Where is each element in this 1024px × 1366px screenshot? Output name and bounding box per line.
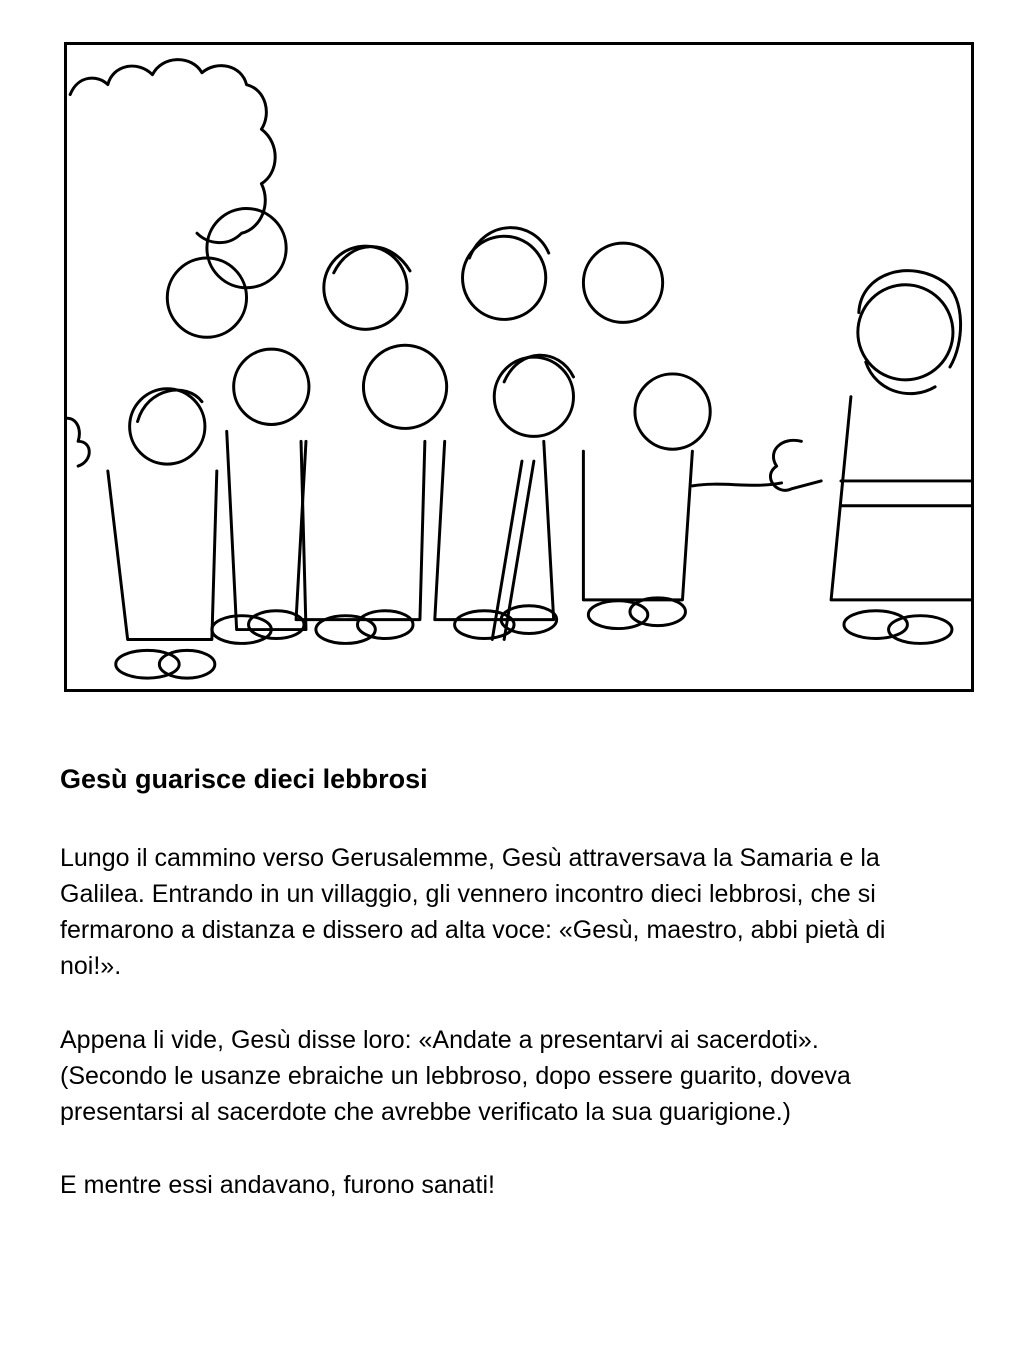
paragraph-line: (Secondo le usanze ebraiche un lebbroso, dopo essere guarito, doveva [60, 1062, 851, 1090]
paragraph-line: Appena li vide, Gesù disse loro: «Andate a presentarvi ai sacerdoti». [60, 1026, 819, 1054]
page-title: Gesù guarisce dieci lebbrosi [60, 764, 428, 794]
jesus-figure [770, 271, 971, 644]
paragraph-line: E mentre essi andavano, furono sanati! [60, 1171, 495, 1199]
paragraph-1 [60, 840, 980, 984]
paragraph-line: presentarsi al sacerdote che avrebbe verificato la sua guarigione.) [60, 1098, 791, 1126]
paragraph-2 [60, 1022, 980, 1130]
illustration-drawing [67, 45, 971, 689]
ground-line [692, 483, 781, 486]
paragraph-line: noi!». [60, 952, 122, 980]
paragraph-line: fermarono a distanza e dissero ad alta voce: «Gesù, maestro, abbi pietà di [60, 916, 886, 944]
coloring-illustration [64, 42, 974, 692]
lepers-group [67, 208, 710, 678]
paragraph-3 [60, 1167, 980, 1203]
tree [70, 60, 275, 243]
paragraph-line: Galilea. Entrando in un villaggio, gli vennero incontro dieci lebbrosi, che si [60, 880, 876, 908]
paragraph-line: Lungo il cammino verso Gerusalemme, Gesù attraversava la Samaria e la [60, 844, 880, 872]
